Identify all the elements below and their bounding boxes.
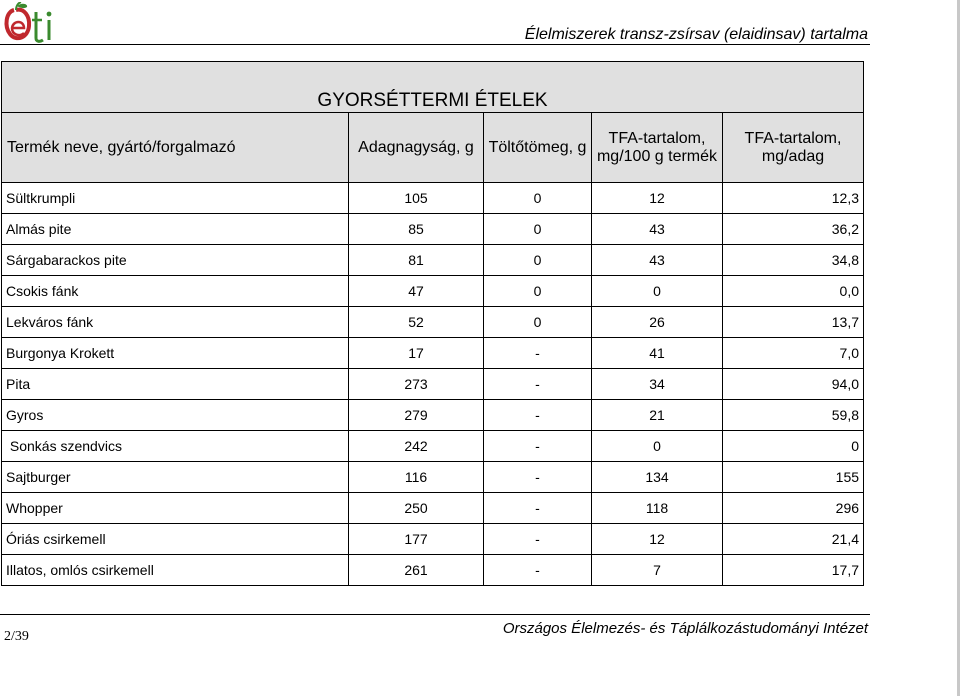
table-row — [2, 431, 864, 462]
product-name-cell: Sonkás szendvics — [2, 431, 349, 462]
tfa-per-serving-cell: 36,2 — [723, 214, 864, 245]
tfa-per-serving-cell: 59,8 — [723, 400, 864, 431]
tfa-per-serving-cell: 7,0 — [723, 338, 864, 369]
product-name-cell: Lekváros fánk — [2, 307, 349, 338]
filling-weight-cell: - — [484, 524, 592, 555]
tfa-per-serving-cell: 296 — [723, 493, 864, 524]
tfa-per-100g-cell: 43 — [592, 214, 723, 245]
table-row — [2, 369, 864, 400]
tfa-per-serving-cell: 17,7 — [723, 555, 864, 586]
product-name-cell: Pita — [2, 369, 349, 400]
tfa-per-serving-cell: 13,7 — [723, 307, 864, 338]
column-header: Termék neve, gyártó/forgalmazó — [2, 113, 349, 183]
serving-size-cell: 81 — [349, 245, 484, 276]
tfa-per-serving-cell: 12,3 — [723, 183, 864, 214]
tfa-per-100g-cell: 7 — [592, 555, 723, 586]
filling-weight-cell: - — [484, 400, 592, 431]
table-row — [2, 400, 864, 431]
filling-weight-cell: 0 — [484, 245, 592, 276]
column-header: Töltőtömeg, g — [484, 113, 592, 183]
filling-weight-cell: - — [484, 431, 592, 462]
product-name-cell: Illatos, omlós csirkemell — [2, 555, 349, 586]
product-name-cell: Sajtburger — [2, 462, 349, 493]
header-divider — [0, 44, 870, 45]
section-header-row — [2, 62, 864, 113]
column-header: Adagnagyság, g — [349, 113, 484, 183]
serving-size-cell: 242 — [349, 431, 484, 462]
serving-size-cell: 250 — [349, 493, 484, 524]
product-name-cell: Óriás csirkemell — [2, 524, 349, 555]
footer-divider — [0, 614, 870, 615]
oeti-logo — [2, 2, 62, 44]
product-name-cell: Burgonya Krokett — [2, 338, 349, 369]
column-header: TFA-tartalom, mg/adag — [723, 113, 864, 183]
tfa-per-serving-cell: 21,4 — [723, 524, 864, 555]
serving-size-cell: 17 — [349, 338, 484, 369]
table-row — [2, 462, 864, 493]
serving-size-cell: 52 — [349, 307, 484, 338]
table-row — [2, 524, 864, 555]
serving-size-cell: 273 — [349, 369, 484, 400]
serving-size-cell: 177 — [349, 524, 484, 555]
product-name-cell: Sárgabarackos pite — [2, 245, 349, 276]
filling-weight-cell: - — [484, 462, 592, 493]
filling-weight-cell: 0 — [484, 214, 592, 245]
tfa-per-100g-cell: 21 — [592, 400, 723, 431]
institute-name: Országos Élelmezés- és Táplálkozástudományi Intézet — [502, 620, 868, 637]
serving-size-cell: 261 — [349, 555, 484, 586]
product-name-cell: Whopper — [2, 493, 349, 524]
tfa-per-100g-cell: 43 — [592, 245, 723, 276]
table-row — [2, 493, 864, 524]
tfa-per-serving-cell: 94,0 — [723, 369, 864, 400]
product-name-cell: Csokis fánk — [2, 276, 349, 307]
filling-weight-cell: - — [484, 338, 592, 369]
filling-weight-cell: 0 — [484, 183, 592, 214]
table-row — [2, 183, 864, 214]
product-name-cell: Almás pite — [2, 214, 349, 245]
column-header: TFA-tartalom, mg/100 g termék — [592, 113, 723, 183]
table-row — [2, 276, 864, 307]
section-title: GYORSÉTTERMI ÉTELEK — [2, 62, 864, 113]
table-row — [2, 555, 864, 586]
serving-size-cell: 279 — [349, 400, 484, 431]
tfa-per-100g-cell: 118 — [592, 493, 723, 524]
document-title: Élelmiszerek transz-zsírsav (elaidinsav) tartalma — [524, 26, 868, 43]
serving-size-cell: 47 — [349, 276, 484, 307]
table-row — [2, 307, 864, 338]
column-header-row — [2, 113, 864, 183]
serving-size-cell: 116 — [349, 462, 484, 493]
tfa-table — [1, 61, 864, 586]
tfa-per-100g-cell: 0 — [592, 431, 723, 462]
product-name-cell: Sültkrumpli — [2, 183, 349, 214]
table-row — [2, 338, 864, 369]
table-row — [2, 214, 864, 245]
product-name-cell: Gyros — [2, 400, 349, 431]
tfa-per-100g-cell: 12 — [592, 183, 723, 214]
tfa-per-100g-cell: 41 — [592, 338, 723, 369]
table-row — [2, 245, 864, 276]
filling-weight-cell: 0 — [484, 276, 592, 307]
tfa-per-serving-cell: 155 — [723, 462, 864, 493]
tfa-per-100g-cell: 34 — [592, 369, 723, 400]
filling-weight-cell: - — [484, 369, 592, 400]
serving-size-cell: 85 — [349, 214, 484, 245]
filling-weight-cell: - — [484, 555, 592, 586]
tfa-per-serving-cell: 34,8 — [723, 245, 864, 276]
filling-weight-cell: 0 — [484, 307, 592, 338]
tfa-per-serving-cell: 0 — [723, 431, 864, 462]
page-number: 2/39 — [4, 629, 29, 644]
tfa-per-100g-cell: 134 — [592, 462, 723, 493]
tfa-per-100g-cell: 12 — [592, 524, 723, 555]
tfa-per-100g-cell: 0 — [592, 276, 723, 307]
tfa-per-serving-cell: 0,0 — [723, 276, 864, 307]
serving-size-cell: 105 — [349, 183, 484, 214]
filling-weight-cell: - — [484, 493, 592, 524]
tfa-per-100g-cell: 26 — [592, 307, 723, 338]
